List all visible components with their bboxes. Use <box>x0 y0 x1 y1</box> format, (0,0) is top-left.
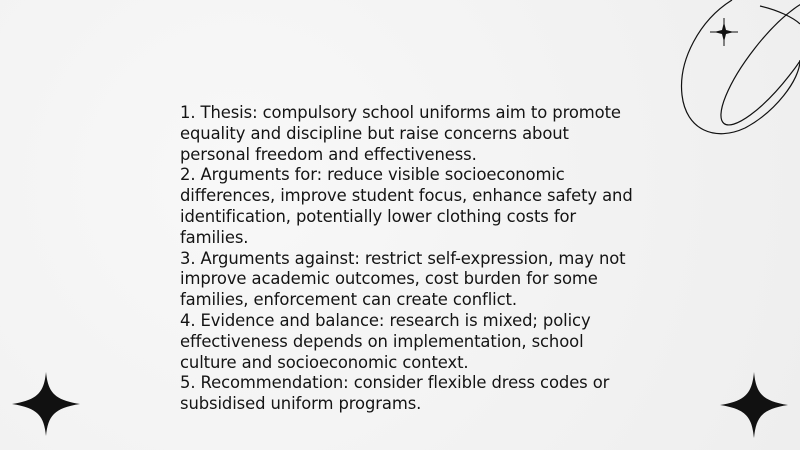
orbit-sparkle-icon <box>660 0 800 145</box>
slide-body <box>180 103 640 415</box>
point-arguments-for: 2. Arguments for: reduce visible socioeconomic differences, improve student focus, enhance safety and identification, potentially lower clothing costs for families. <box>180 165 633 247</box>
point-recommendation: 5. Recommendation: consider flexible dress codes or subsidised uniform programs. <box>180 373 610 414</box>
point-thesis: 1. Thesis: compulsory school uniforms aim to promote equality and discipline but raise concerns about personal freedom and effectiveness. <box>180 103 621 164</box>
four-point-star-icon <box>720 372 788 438</box>
point-arguments-against: 3. Arguments against: restrict self-expression, may not improve academic outcomes, cost burden for some families, enforcement can create conflict. <box>180 248 626 310</box>
four-point-star-icon <box>12 372 80 436</box>
point-evidence-balance: 4. Evidence and balance: research is mixed; policy effectiveness depends on implementation, school culture and socioeconomic context. <box>180 310 591 372</box>
